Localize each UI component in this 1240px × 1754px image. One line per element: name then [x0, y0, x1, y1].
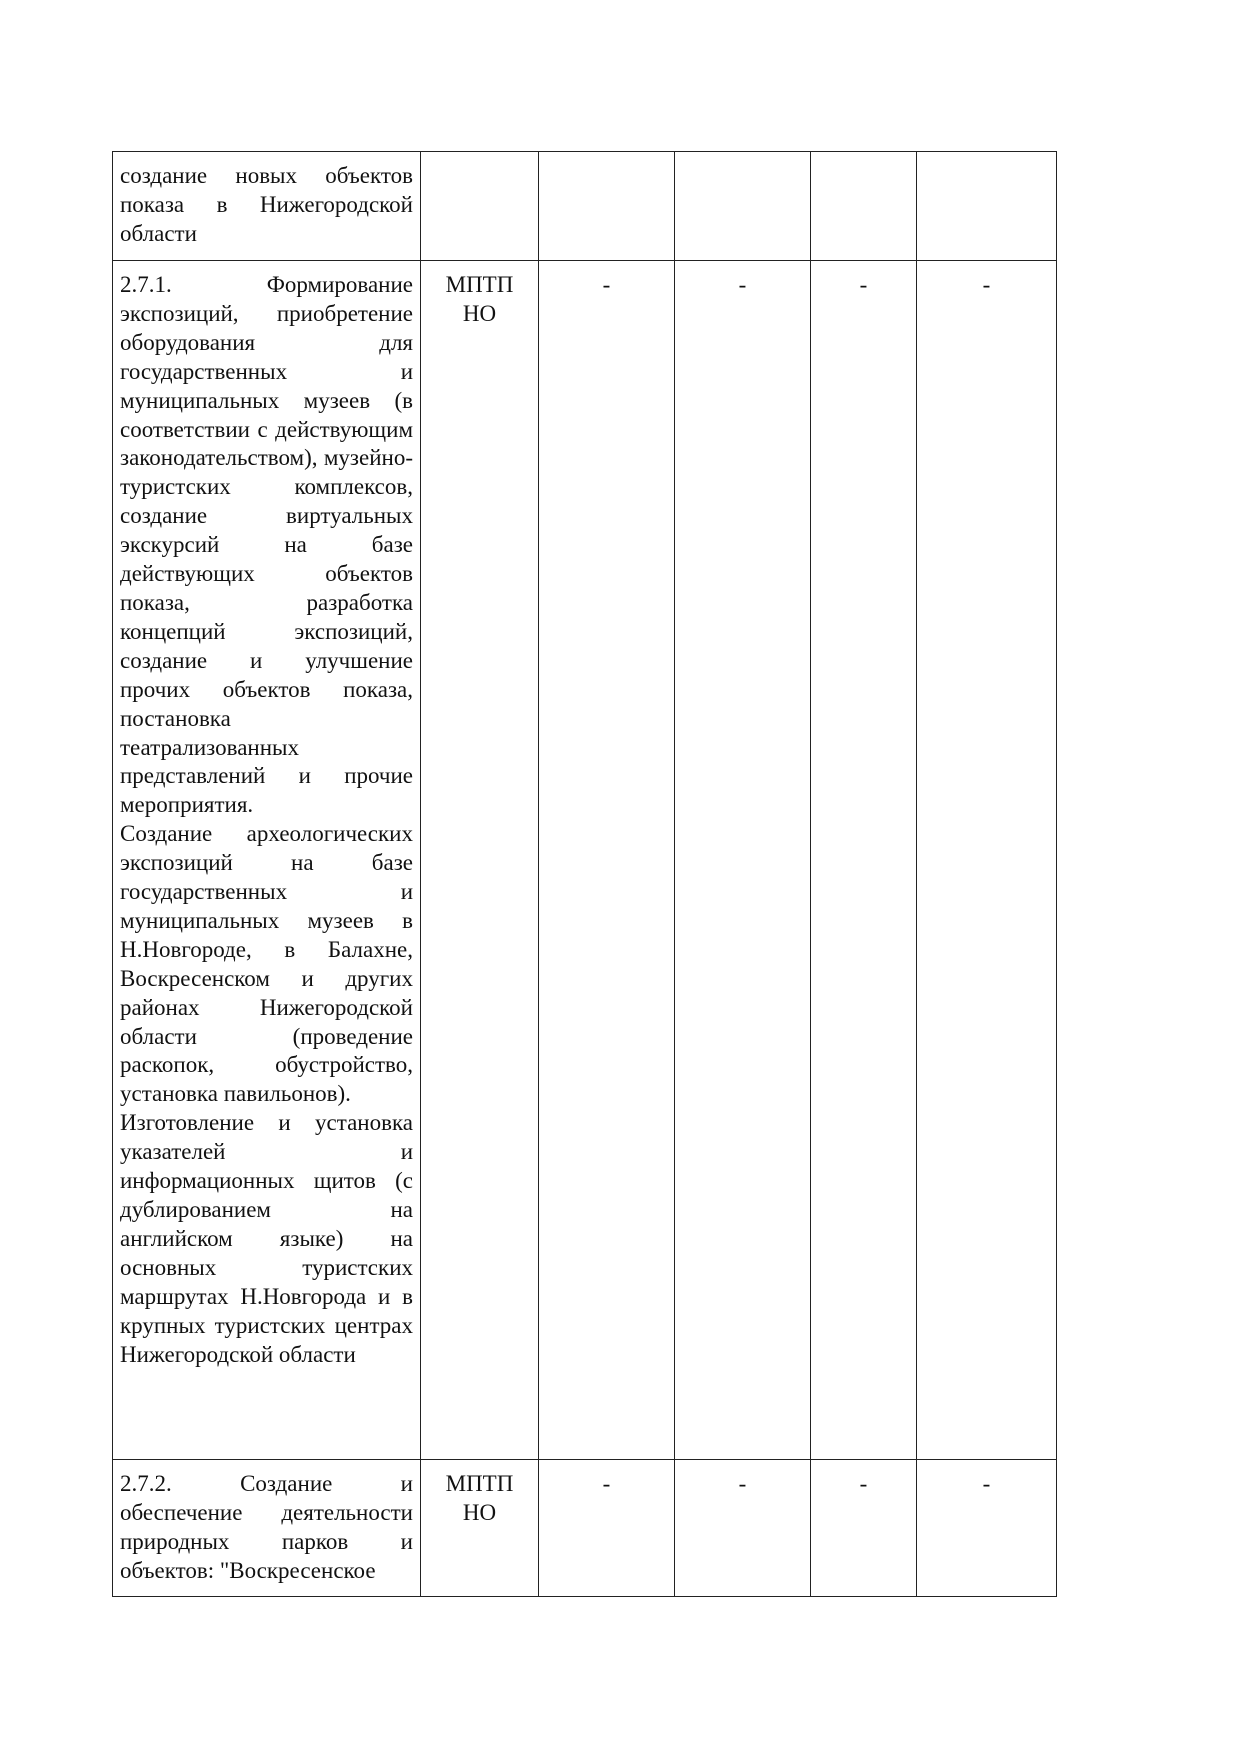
executor-cell: МПТП НО	[421, 1460, 539, 1597]
value-cell: -	[811, 261, 917, 1460]
table-row	[113, 261, 1057, 1460]
value-cell: -	[917, 261, 1057, 1460]
executor-cell: МПТП НО	[421, 261, 539, 1460]
executor-cell	[421, 152, 539, 261]
measure-description-paragraph: Создание археологических экспозиций на базе государственных и муниципальных музеев в Н.Новгороде, в Балахне, Воскресенском и других районах Нижегородской области (проведение раскопок, обустройство, установка павильонов).	[120, 821, 413, 1107]
measure-description-paragraph: 2.7.1. Формирование экспозиций, приобретение оборудования для государственных и муниципальных музеев (в соответствии с действующим законодательством), музейно-туристских комплексов, создание виртуальных экскурсий на базе действующих объектов показа, разработка концепций экспозиций, создание и улучшение прочих объектов показа, постановка театрализованных представлений и прочие мероприятия.	[120, 272, 413, 818]
value-cell: -	[539, 261, 675, 1460]
value-cell: -	[917, 1460, 1057, 1597]
measure-description-text: создание новых объектов показа в Нижегородской области	[120, 163, 413, 246]
value-cell: -	[539, 1460, 675, 1597]
measure-description-cell	[113, 1460, 421, 1597]
value-cell	[917, 152, 1057, 261]
value-cell	[811, 152, 917, 261]
program-table	[112, 151, 1057, 1597]
table-row	[113, 1460, 1057, 1597]
value-cell: -	[811, 1460, 917, 1597]
measure-description-text: 2.7.2. Создание и обеспечение деятельности природных парков и объектов: "Воскресенское	[120, 1471, 413, 1583]
value-cell	[675, 152, 811, 261]
value-cell: -	[675, 1460, 811, 1597]
table-row	[113, 152, 1057, 261]
value-cell: -	[675, 261, 811, 1460]
measure-description-paragraph: Изготовление и установка указателей и информационных щитов (с дублированием на английском языке) на основных туристских маршрутах Н.Новгорода и в крупных туристских центрах Нижегородской области	[120, 1110, 413, 1367]
value-cell	[539, 152, 675, 261]
measure-description-cell	[113, 152, 421, 261]
measure-description-cell	[113, 261, 421, 1460]
